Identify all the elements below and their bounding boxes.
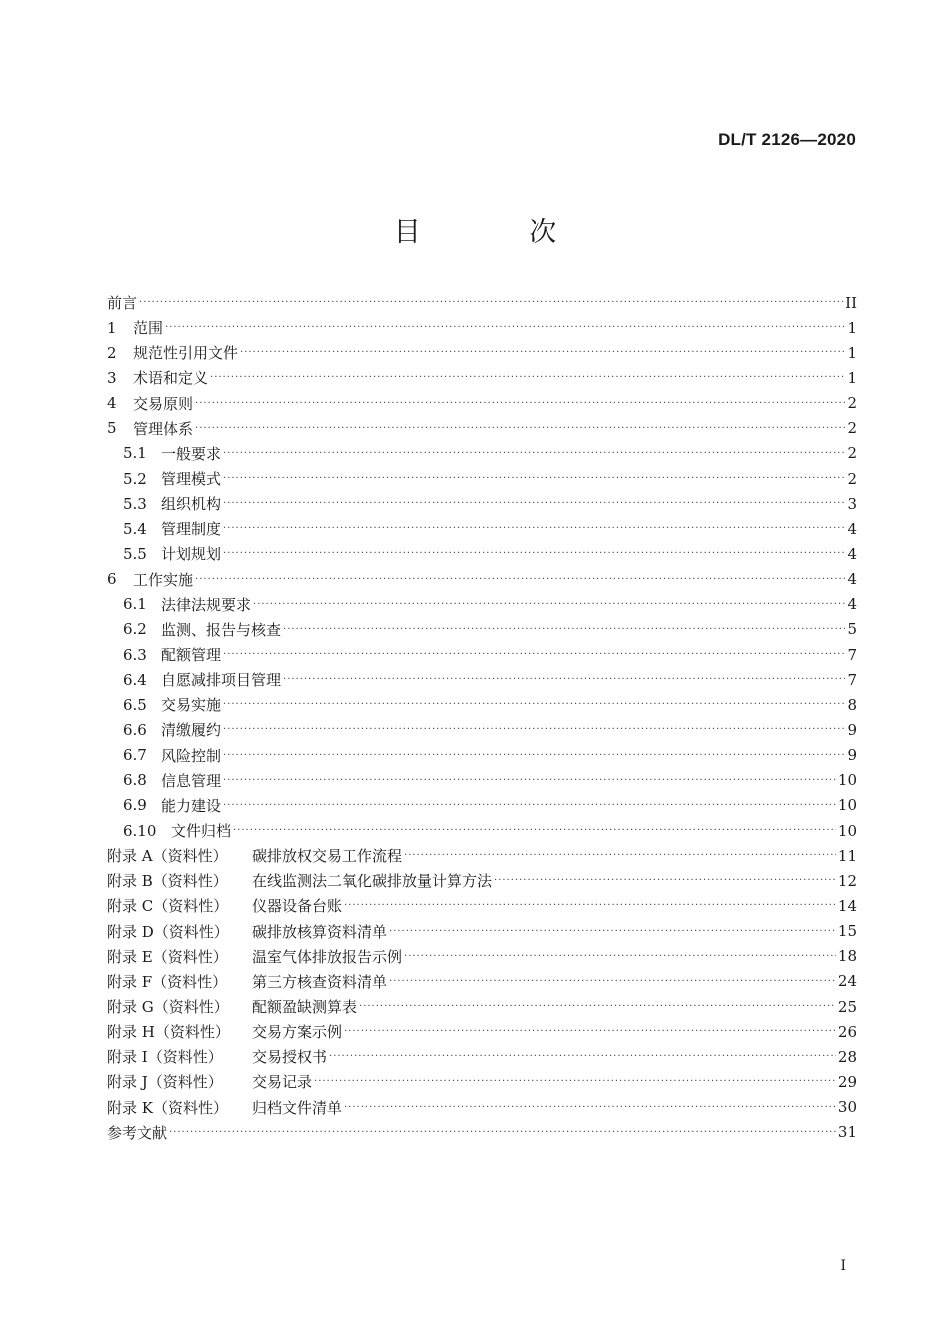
leader-dots	[223, 768, 836, 793]
toc-entry[interactable]	[107, 793, 857, 818]
toc-entry-page: 12	[837, 871, 857, 890]
leader-dots	[223, 717, 845, 742]
leader-dots	[404, 843, 836, 868]
toc-entry-number: 6.8	[123, 771, 147, 790]
toc-entry[interactable]	[107, 516, 857, 541]
toc-entry-label: 规范性引用文件	[133, 344, 239, 363]
toc-entry[interactable]	[107, 315, 857, 340]
page-number: I	[840, 1258, 846, 1274]
leader-dots	[253, 592, 845, 617]
toc-entry-label: 在线监测法二氧化碳排放量计算方法	[252, 872, 493, 891]
leader-dots	[169, 1120, 836, 1145]
toc-entry-page: 24	[837, 972, 857, 991]
leader-dots	[195, 416, 845, 441]
toc-entry[interactable]	[107, 441, 857, 466]
toc-entry-page: 28	[837, 1047, 857, 1066]
leader-dots	[389, 919, 836, 944]
toc-entry[interactable]	[107, 491, 857, 516]
toc-entry-label: 配额盈缺测算表	[252, 998, 358, 1016]
toc-entry-label: 仪器设备台账	[252, 897, 343, 916]
leader-dots	[329, 1044, 836, 1069]
toc-entry[interactable]	[107, 592, 857, 617]
toc-entry[interactable]	[107, 1095, 857, 1120]
toc-entry-page: 15	[837, 922, 857, 941]
toc-entry-number: 3	[107, 368, 117, 387]
toc-entry-label: 一般要求	[161, 444, 222, 463]
toc-entry-page: 14	[837, 896, 857, 915]
toc-entry-number: 附录 C（资料性）	[107, 897, 229, 916]
toc-entry[interactable]	[107, 768, 857, 793]
toc-entry-page: 7	[847, 645, 857, 664]
toc-entry-page: 3	[847, 494, 857, 513]
toc-entry-page: 18	[837, 947, 857, 966]
leader-dots	[359, 994, 836, 1019]
toc-entry-page: 4	[847, 519, 857, 538]
toc-entry-number: 附录 D（资料性）	[107, 922, 229, 941]
leader-dots	[195, 567, 845, 592]
toc-entry[interactable]	[107, 365, 857, 390]
toc-entry[interactable]	[107, 416, 857, 441]
toc-entry-page: 4	[847, 570, 857, 589]
toc-entry-page: 2	[847, 444, 857, 463]
toc-entry-number: 6.2	[123, 620, 147, 639]
toc-entry-number: 6	[107, 570, 117, 589]
toc-entry-page: 7	[847, 670, 857, 689]
toc-entry[interactable]	[107, 717, 857, 742]
toc-entry-number: 1	[107, 318, 117, 337]
toc-entry-label: 清缴履约	[161, 721, 222, 740]
toc-entry-page: 1	[847, 368, 857, 387]
leader-dots	[240, 340, 845, 365]
toc-entry-label: 组织机构	[161, 495, 222, 514]
toc-entry-label: 碳排放核算资料清单	[252, 922, 388, 941]
toc-entry-page: 29	[837, 1072, 857, 1091]
standard-code: DL/T 2126—2020	[718, 130, 856, 149]
leader-dots	[223, 466, 845, 491]
toc-entry-label: 文件归档	[171, 822, 232, 841]
toc-entry[interactable]	[107, 642, 857, 667]
leader-dots	[344, 893, 836, 918]
toc-entry-number: 6.6	[123, 720, 147, 739]
leader-dots	[223, 642, 845, 667]
toc-entry[interactable]	[107, 818, 857, 843]
leader-dots	[344, 1095, 836, 1120]
toc-entry-label: 工作实施	[133, 570, 194, 589]
toc-entry-number: 6.1	[123, 595, 147, 614]
toc-entry-page: II	[845, 293, 857, 312]
toc-entry-label: 归档文件清单	[252, 1098, 343, 1117]
toc-entry-number: 6.7	[123, 746, 147, 765]
leader-dots	[344, 1019, 836, 1044]
toc-entry[interactable]	[107, 743, 857, 768]
toc-entry[interactable]	[107, 843, 857, 868]
toc-entry-label: 温室气体排放报告示例	[252, 947, 403, 966]
toc-entry-page: 8	[847, 695, 857, 714]
toc-entry[interactable]	[107, 1069, 857, 1094]
toc-entry-label: 风险控制	[161, 746, 222, 765]
toc-entry-page: 9	[847, 720, 857, 739]
leader-dots	[223, 793, 836, 818]
table-of-contents	[107, 290, 857, 1145]
toc-entry-page: 10	[837, 771, 857, 790]
toc-entry-label: 第三方核查资料清单	[252, 972, 388, 991]
toc-entry[interactable]	[107, 541, 857, 566]
toc-entry-label: 交易授权书	[252, 1048, 328, 1067]
leader-dots	[223, 743, 845, 768]
toc-entry[interactable]	[107, 1120, 857, 1145]
toc-entry-number: 6.9	[123, 796, 147, 815]
toc-entry-page: 1	[847, 318, 857, 337]
toc-entry[interactable]	[107, 1044, 857, 1069]
leader-dots	[223, 541, 845, 566]
leader-dots	[165, 315, 845, 340]
leader-dots	[139, 290, 843, 315]
toc-entry-page: 5	[847, 620, 857, 639]
toc-entry-label: 监测、报告与核查	[161, 620, 282, 639]
toc-entry-label: 管理模式	[161, 470, 222, 489]
toc-entry[interactable]	[107, 617, 857, 642]
toc-entry-label: 法律法规要求	[161, 595, 252, 614]
toc-entry[interactable]	[107, 692, 857, 717]
toc-entry[interactable]	[107, 290, 857, 315]
leader-dots	[283, 667, 845, 692]
toc-entry[interactable]	[107, 391, 857, 416]
toc-entry-number: 附录 E（资料性）	[107, 947, 228, 966]
toc-entry-number: 5.3	[123, 494, 147, 513]
toc-entry-label: 术语和定义	[133, 369, 209, 388]
leader-dots	[223, 441, 845, 466]
toc-entry-number: 5.1	[123, 444, 147, 463]
leader-dots	[494, 868, 836, 893]
toc-entry-page: 11	[837, 846, 857, 865]
toc-entry-number: 附录 J（资料性）	[107, 1073, 223, 1092]
toc-entry-number: 4	[107, 394, 117, 413]
toc-entry-label: 管理体系	[133, 419, 194, 438]
toc-entry-number: 2	[107, 343, 117, 362]
toc-entry-number: 6.10	[123, 821, 157, 840]
toc-entry[interactable]	[107, 567, 857, 592]
leader-dots	[404, 944, 836, 969]
toc-entry-number: 5.2	[123, 469, 147, 488]
toc-entry[interactable]	[107, 994, 857, 1019]
toc-entry-page: 4	[847, 544, 857, 563]
toc-entry-label: 能力建设	[161, 796, 222, 815]
toc-entry-number: 附录 K（资料性）	[107, 1098, 228, 1117]
toc-entry-number: 5	[107, 419, 117, 438]
toc-entry[interactable]	[107, 969, 857, 994]
toc-entry-page: 26	[837, 1022, 857, 1041]
toc-entry-number: 附录 B（资料性）	[107, 872, 228, 891]
leader-dots	[389, 969, 836, 994]
toc-entry-number: 5.4	[123, 519, 147, 538]
leader-dots	[223, 491, 845, 516]
toc-entry[interactable]	[107, 466, 857, 491]
toc-entry-page: 1	[847, 343, 857, 362]
toc-entry-label: 碳排放权交易工作流程	[252, 847, 403, 866]
toc-entry-label: 前言	[107, 294, 138, 313]
toc-entry-label: 范围	[133, 319, 164, 338]
toc-entry-page: 25	[837, 997, 857, 1016]
toc-entry[interactable]	[107, 944, 857, 969]
leader-dots	[283, 617, 845, 642]
leader-dots	[314, 1069, 836, 1094]
toc-entry[interactable]	[107, 667, 857, 692]
toc-entry-number: 6.3	[123, 645, 147, 664]
toc-entry[interactable]	[107, 868, 857, 893]
toc-entry-page: 9	[847, 746, 857, 765]
toc-entry[interactable]	[107, 893, 857, 918]
toc-entry-label: 交易实施	[161, 696, 222, 715]
toc-entry-label: 参考文献	[107, 1123, 168, 1142]
toc-entry-label: 交易方案示例	[252, 1023, 343, 1042]
toc-entry[interactable]	[107, 1019, 857, 1044]
toc-entry-number: 附录 A（资料性）	[107, 847, 228, 866]
toc-entry-label: 交易记录	[252, 1073, 313, 1092]
toc-entry-page: 30	[837, 1098, 857, 1117]
toc-entry-label: 信息管理	[161, 771, 222, 790]
toc-entry[interactable]	[107, 340, 857, 365]
toc-entry-number: 附录 I（资料性）	[107, 1048, 223, 1067]
toc-entry-label: 自愿减排项目管理	[161, 671, 282, 690]
toc-entry-label: 配额管理	[161, 646, 222, 665]
leader-dots	[210, 365, 845, 390]
toc-entry-number: 附录 H（资料性）	[107, 1023, 230, 1042]
toc-entry-label: 交易原则	[133, 394, 194, 413]
toc-entry-page: 10	[837, 821, 857, 840]
toc-entry-page: 2	[847, 419, 857, 438]
toc-entry[interactable]	[107, 919, 857, 944]
toc-entry-page: 2	[847, 394, 857, 413]
leader-dots	[223, 692, 845, 717]
toc-entry-number: 5.5	[123, 544, 147, 563]
leader-dots	[233, 818, 836, 843]
toc-entry-number: 附录 F（资料性）	[107, 972, 228, 991]
toc-entry-number: 附录 G（资料性）	[107, 998, 229, 1016]
toc-entry-label: 管理制度	[161, 520, 222, 539]
toc-entry-label: 计划规划	[161, 545, 222, 564]
toc-entry-page: 10	[837, 796, 857, 815]
toc-entry-page: 4	[847, 595, 857, 614]
leader-dots	[195, 391, 845, 416]
toc-entry-number: 6.4	[123, 670, 147, 689]
leader-dots	[223, 516, 845, 541]
page-title: 目 次	[393, 217, 607, 248]
toc-entry-page: 31	[837, 1123, 857, 1142]
toc-entry-page: 2	[847, 469, 857, 488]
toc-entry-number: 6.5	[123, 695, 147, 714]
